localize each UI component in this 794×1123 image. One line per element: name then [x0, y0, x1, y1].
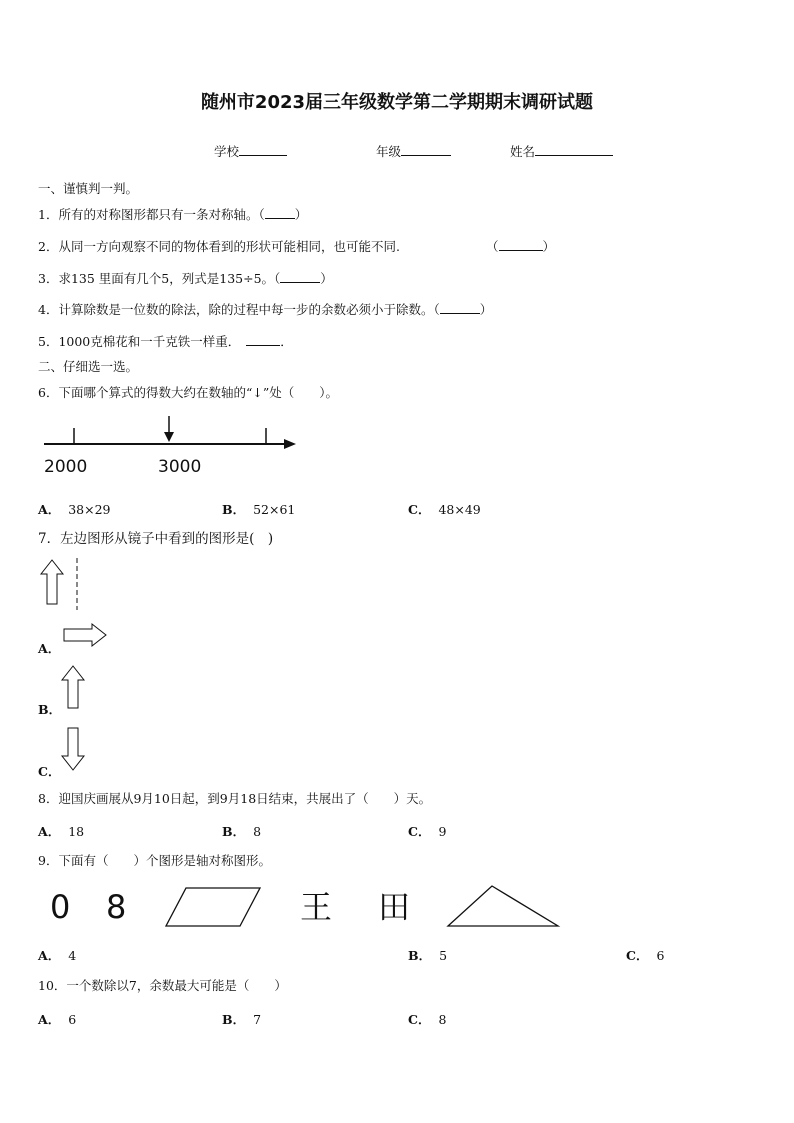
option-letter: A．: [38, 641, 61, 656]
option-letter: C．: [38, 764, 61, 779]
option-letter: A．: [38, 948, 61, 963]
question-4-close: ）: [479, 302, 493, 317]
option-text: 6: [68, 1012, 77, 1027]
q10-option-b[interactable]: [222, 1010, 261, 1028]
question-3: [38, 271, 333, 287]
option-text: 6: [656, 948, 665, 963]
glyph-tian: 田: [378, 888, 411, 926]
option-letter: C．: [408, 1012, 431, 1027]
question-6: 6．下面哪个算式的得数大约在数轴的“↓”处（ ）。: [38, 385, 338, 400]
option-text: 48×49: [438, 502, 481, 517]
option-letter: C．: [408, 502, 431, 517]
section-2-heading: 二、仔细选一选。: [38, 359, 139, 374]
question-1: [38, 207, 307, 223]
grade-label: 年级: [376, 144, 402, 159]
axis-label-3000: 3000: [158, 457, 202, 477]
q10-option-c[interactable]: [408, 1010, 446, 1028]
option-letter: A．: [38, 1012, 61, 1027]
option-letter: A．: [38, 502, 61, 517]
option-letter: B．: [38, 702, 62, 717]
grade-blank[interactable]: [401, 143, 451, 156]
q6-option-c[interactable]: [408, 500, 481, 518]
glyph-wang: 王: [300, 888, 333, 926]
option-text: 8: [253, 824, 262, 839]
glyph-zero: 0: [50, 888, 71, 926]
question-8: 8．迎国庆画展从9月10日起，到9月18日结束，共展出了（ ）天。: [38, 791, 432, 806]
question-2-close: ）: [542, 239, 556, 254]
q8-option-c[interactable]: [408, 822, 446, 840]
option-letter: B．: [408, 948, 432, 963]
q9-option-c[interactable]: [626, 946, 664, 964]
number-line-arrowhead: [284, 439, 296, 449]
question-4-text: 4．计算除数是一位数的除法，除的过程中每一步的余数必须小于除数。（: [38, 302, 440, 317]
option-text: 18: [68, 824, 85, 839]
question-10: 10．一个数除以7，余数最大可能是（ ）: [38, 978, 287, 993]
question-5-blank[interactable]: [246, 334, 280, 346]
q8-option-a[interactable]: [38, 822, 84, 840]
q9-option-a[interactable]: [38, 946, 76, 964]
question-3-text: 3．求135 里面有几个5，列式是135÷5。（: [38, 271, 281, 286]
option-text: 8: [438, 1012, 447, 1027]
option-text: 4: [68, 948, 77, 963]
question-4: [38, 302, 492, 318]
question-2: [38, 239, 400, 255]
question-3-blank[interactable]: [280, 271, 320, 283]
q6-option-b[interactable]: [222, 500, 295, 518]
question-2-open: （: [486, 239, 499, 254]
section-1-heading: 一、谨慎判一判。: [38, 181, 139, 196]
page-title: 随州市2023届三年级数学第二学期期末调研试题: [200, 92, 594, 113]
triangle-shape: [446, 884, 562, 928]
option-letter: C．: [408, 824, 431, 839]
down-arrow-head-icon: [164, 432, 174, 442]
school-blank[interactable]: [239, 143, 287, 156]
down-arrow-option-icon: [60, 726, 86, 774]
q6-option-a[interactable]: [38, 500, 111, 518]
school-field[interactable]: [214, 142, 287, 160]
question-9: 9．下面有（ ）个图形是轴对称图形。: [38, 853, 271, 868]
q8-option-b[interactable]: [222, 822, 261, 840]
question-7: 7．左边图形从镜子中看到的图形是( ): [38, 531, 274, 547]
option-text: 7: [253, 1012, 262, 1027]
name-field[interactable]: [510, 142, 613, 160]
question-5-text: 5．1000克棉花和一千克铁一样重．: [38, 334, 241, 349]
question-4-blank[interactable]: [440, 302, 480, 314]
question-1-blank[interactable]: [265, 207, 295, 219]
question-2-answer: [486, 239, 555, 255]
question-2-blank[interactable]: [499, 239, 543, 251]
question-2-text: 2．从同一方向观察不同的物体看到的形状可能相同，也可能不同.: [38, 239, 400, 254]
school-label: 学校: [214, 144, 240, 159]
option-letter: A．: [38, 824, 61, 839]
number-line-figure: [44, 414, 304, 454]
up-arrow-icon: [38, 558, 98, 610]
option-letter: C．: [626, 948, 649, 963]
q10-option-a[interactable]: [38, 1010, 76, 1028]
grade-field[interactable]: [376, 142, 451, 160]
option-text: 38×29: [68, 502, 111, 517]
option-letter: B．: [222, 1012, 246, 1027]
question-5-end: ．: [280, 334, 293, 349]
name-label: 姓名: [510, 144, 536, 159]
question-1-close: ）: [294, 207, 308, 222]
axis-label-2000: 2000: [44, 457, 88, 477]
up-arrow-option-icon: [60, 664, 86, 710]
option-letter: B．: [222, 502, 246, 517]
question-5: [38, 334, 293, 350]
glyph-eight: 8: [106, 888, 127, 926]
question-1-text: 1．所有的对称图形都只有一条对称轴。（: [38, 207, 265, 222]
parallelogram-shape: [164, 886, 264, 928]
name-blank[interactable]: [535, 143, 613, 156]
option-text: 52×61: [253, 502, 296, 517]
right-arrow-icon: [62, 622, 108, 648]
q9-option-b[interactable]: [408, 946, 447, 964]
question-3-close: ）: [320, 271, 333, 286]
option-text: 9: [438, 824, 447, 839]
option-letter: B．: [222, 824, 246, 839]
option-text: 5: [439, 948, 448, 963]
